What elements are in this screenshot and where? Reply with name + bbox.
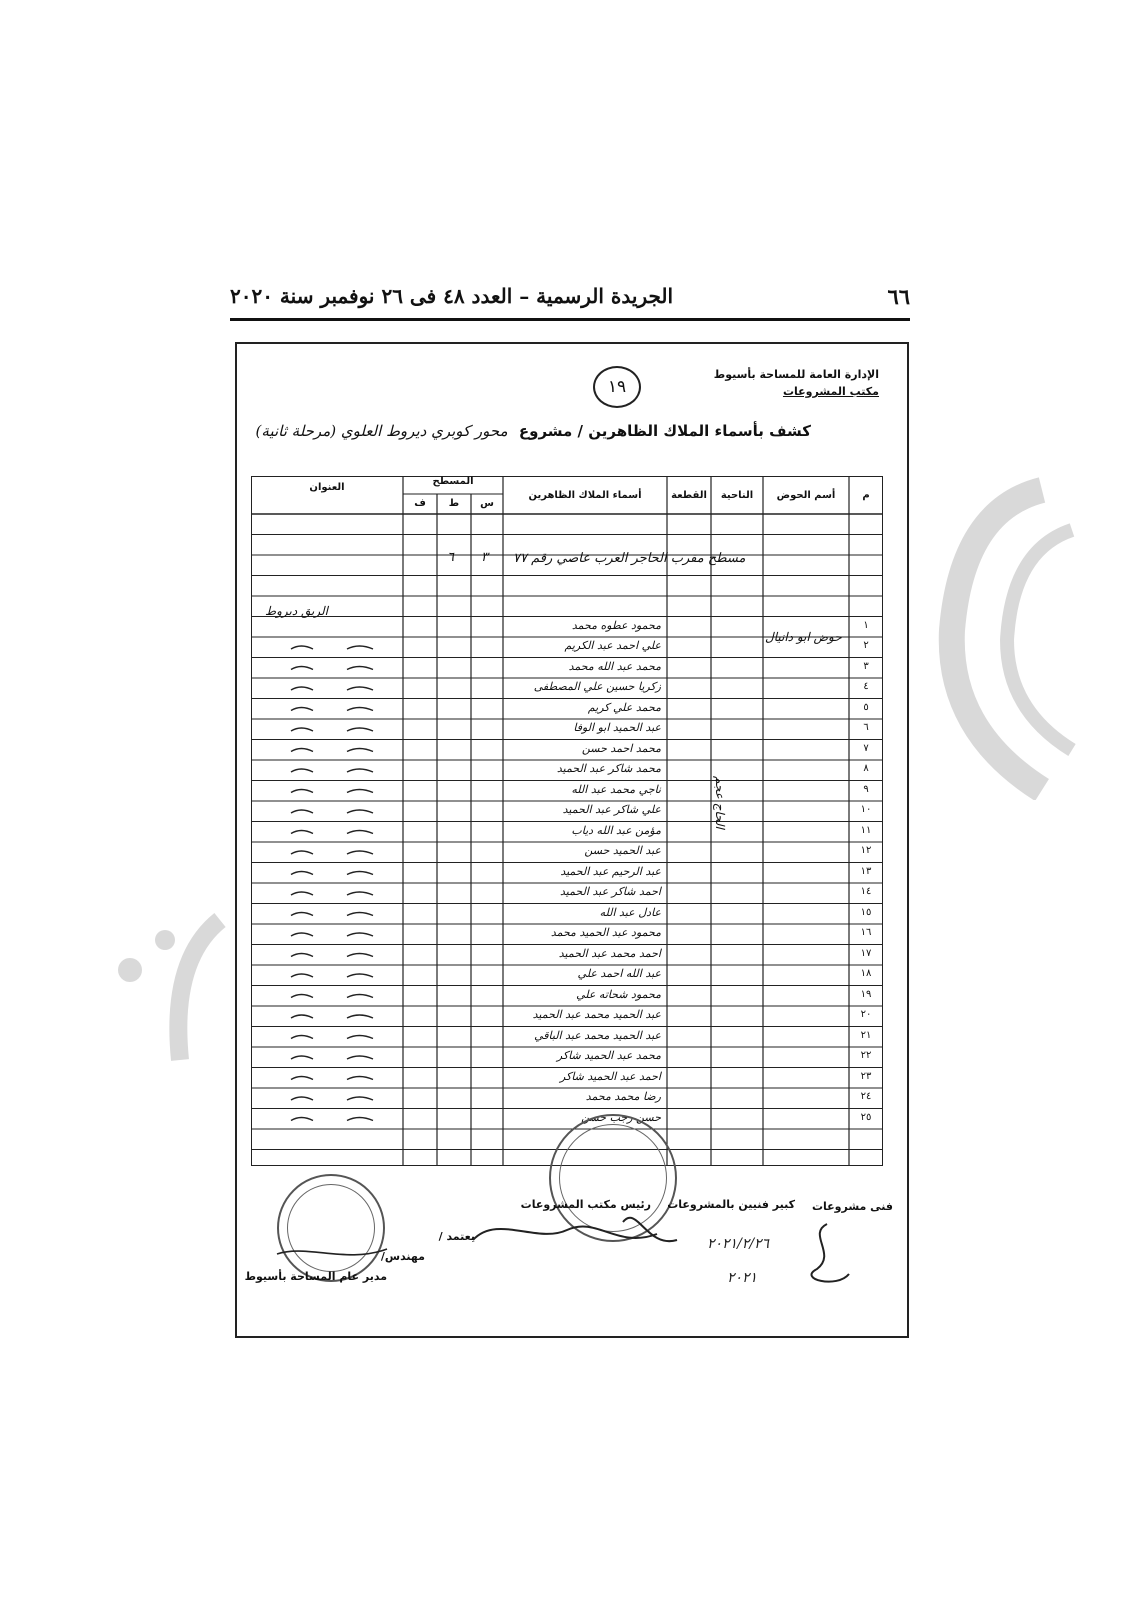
owner-name: احمد محمد عبد الحميد [558, 946, 661, 960]
office-name: مكتب المشروعات [782, 385, 879, 398]
ditto-mark [291, 667, 373, 670]
row-number: ٢٤ [860, 1091, 872, 1102]
ditto-mark [291, 851, 373, 854]
row-number: ٢١ [860, 1029, 872, 1041]
header-rule [230, 318, 910, 321]
org-name: الإدارة العامة للمساحة بأسيوط [713, 368, 879, 381]
row-number: ٤ [863, 681, 869, 692]
header-area-t: ط [448, 498, 460, 509]
label-senior-technician: كبير فنيين بالمشروعات [667, 1198, 795, 1211]
official-stamp-left [277, 1174, 385, 1282]
ditto-mark [291, 749, 373, 752]
owner-name: علي احمد عبد الكريم [564, 639, 661, 652]
row-number: ٥ [863, 701, 869, 713]
ditto-mark [291, 687, 373, 690]
header-district: الناحية [720, 490, 754, 501]
area-row-s: ٣ [481, 550, 488, 565]
page-number: ٦٦ [887, 283, 910, 309]
row-number: ١٣ [860, 865, 872, 877]
owner-name: علي شاكر عبد الحميد [562, 803, 661, 816]
watermark-logo [922, 470, 1082, 800]
ditto-mark [291, 995, 373, 998]
row-number: ١٤ [860, 886, 872, 897]
title-handwritten: محور كوبري ديروط العلوي (مرحلة ثانية) [255, 422, 508, 440]
row-number: ٩ [863, 783, 869, 795]
ditto-mark [291, 646, 373, 649]
area-row-text: مسطح مقرب الحاجر العرب عاصي رقم ٧٧ [513, 551, 746, 566]
label-office-head: رئيس مكتب المشروعات [520, 1198, 651, 1211]
header-area: المسطح [432, 476, 474, 487]
document-title [256, 422, 811, 440]
ditto-mark [291, 769, 373, 772]
row-number: ١٥ [860, 906, 872, 918]
owner-name: عبد الحميد ابو الوفا [573, 721, 661, 734]
row-number: ١٦ [860, 927, 872, 938]
row-number: ١٨ [860, 968, 872, 979]
ditto-mark [291, 831, 373, 834]
row-number: ٧ [863, 742, 869, 754]
row-number: ١١ [860, 824, 872, 836]
row-number: ١٢ [860, 845, 872, 856]
owner-name: محمود شحاته علي [576, 987, 661, 1001]
ditto-mark [291, 974, 373, 977]
official-stamp-center [549, 1114, 677, 1242]
ditto-mark [291, 728, 373, 731]
owner-name: عبد الحميد محمد عبد الحميد [532, 1008, 661, 1021]
signature-date-1: ٢٠٢١/٢/٢٦ [707, 1236, 770, 1252]
header-address: العنوان [309, 482, 345, 493]
ditto-mark [291, 708, 373, 711]
district-note: الحاج عجم [713, 776, 727, 829]
header-owners: أسماء الملاك الظاهرين [528, 490, 642, 501]
row-number: ٢٣ [860, 1070, 872, 1082]
label-projects-technician: فنى مشروعات [811, 1200, 893, 1213]
owner-name: احمد عبد الحميد شاكر [560, 1069, 661, 1083]
header-index: م [862, 490, 870, 501]
gazette-title: الجريدة الرسمية – العدد ٤٨ فى ٢٦ نوفمبر سنة ٢٠٢٠ [230, 284, 674, 308]
label-approve: يعتمد / [438, 1230, 475, 1243]
sheet-number-badge: ١٩ [593, 366, 641, 408]
header-area-f: ف [414, 498, 426, 509]
area-row-t: ٦ [447, 550, 454, 565]
owner-name: محمود عطوه محمد [571, 618, 661, 632]
owner-name: محمد احمد حسن [581, 741, 661, 755]
ditto-mark [291, 1118, 373, 1121]
ditto-mark [291, 913, 373, 916]
address-first: الريق دبروط [265, 604, 328, 618]
owner-name: احمد شاكر عبد الحميد [560, 885, 661, 898]
owner-name: حسن رجب حسن [581, 1110, 661, 1124]
ditto-mark [291, 1056, 373, 1059]
header-basin: أسم الحوض [776, 490, 836, 501]
owner-name: عبد الحميد محمد عبد الباقي [534, 1028, 661, 1042]
row-number: ١٩ [860, 988, 872, 1000]
row-number: ٢٥ [860, 1111, 872, 1123]
header-area-s: س [480, 498, 494, 509]
row-number: ١٠ [860, 804, 872, 815]
ditto-mark [291, 872, 373, 875]
ditto-mark [291, 892, 373, 895]
row-number: ٦ [863, 722, 869, 733]
page-header [230, 276, 910, 316]
ditto-mark [291, 1015, 373, 1018]
owner-name: محمد شاكر عبد الحميد [556, 762, 661, 775]
owner-name: محمود عبد الحميد محمد [550, 926, 661, 939]
ditto-mark [291, 954, 373, 957]
watermark-arc [110, 900, 240, 1070]
row-number: ٢٠ [860, 1009, 872, 1020]
row-number: ٢ [863, 640, 869, 651]
signature-date-2: ٢٠٢١ [727, 1270, 758, 1286]
owner-name: عبد الرحيم عبد الحميد [560, 864, 661, 878]
owners-table [251, 476, 883, 1166]
form-frame [235, 342, 909, 1338]
owner-name: عبد الله احمد علي [577, 967, 661, 980]
label-engineer: مهندس/ [380, 1250, 425, 1263]
ditto-mark [291, 810, 373, 813]
ditto-mark [291, 1036, 373, 1039]
row-number: ٣ [863, 660, 869, 672]
owner-name: عادل عبد الله [599, 905, 661, 919]
title-printed: كشف بأسماء الملاك الظاهرين / مشروع [518, 422, 811, 440]
basin-note: حوض ابو دانيال [765, 630, 842, 644]
owner-name: عبد الحميد حسن [584, 844, 661, 857]
owner-name: مؤمن عبد الله دياب [571, 823, 661, 837]
owner-name: ناجي محمد عبد الله [571, 782, 661, 796]
table-grid-lines [251, 476, 883, 1166]
org-block [714, 366, 879, 400]
ditto-mark [291, 933, 373, 936]
owner-name: محمد عبد الله محمد [568, 659, 661, 673]
owner-name: زكريا حسين علي المصطفى [533, 680, 661, 693]
header-plot: القطعة [671, 490, 707, 501]
ditto-mark [291, 790, 373, 793]
owner-name: محمد عبد الحميد شاكر [556, 1049, 661, 1062]
row-number: ١٧ [860, 947, 872, 959]
ditto-mark [291, 1077, 373, 1080]
ditto-mark [291, 1097, 373, 1100]
row-number: ٢٢ [860, 1050, 872, 1061]
row-number: ١ [863, 619, 869, 631]
owner-name: محمد علي كريم [587, 700, 661, 714]
row-number: ٨ [863, 763, 869, 774]
owner-name: رضا محمد محمد [585, 1090, 661, 1103]
label-director: مدير عام المساحة بأسيوط [244, 1270, 387, 1283]
